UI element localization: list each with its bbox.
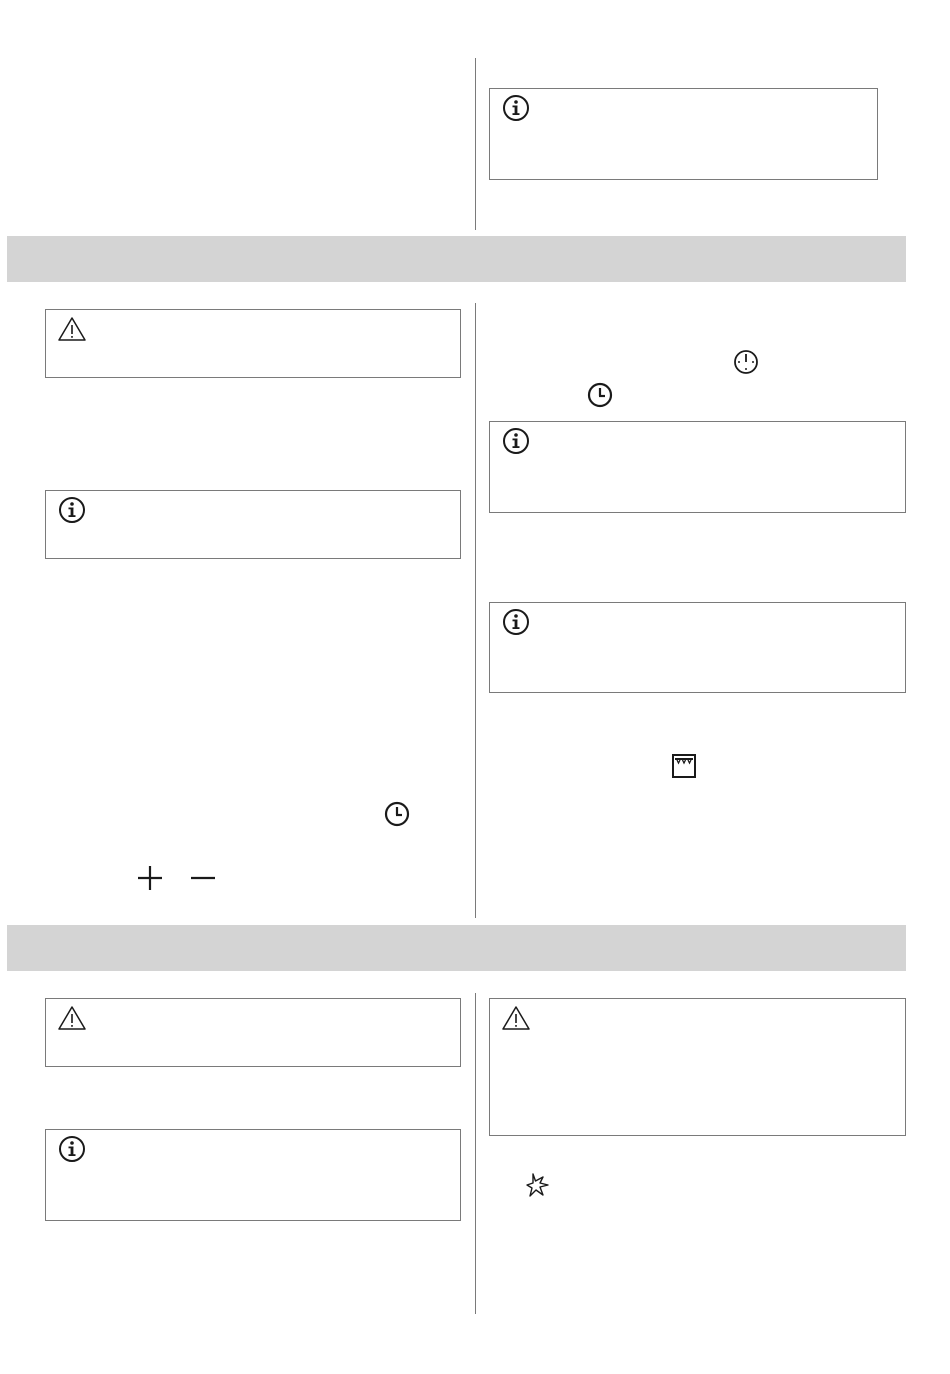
- oven-icon: [671, 753, 697, 779]
- plus-icon: [136, 864, 164, 892]
- column-divider-bottom: [475, 993, 476, 1314]
- warning-box: [45, 998, 461, 1067]
- sparkle-icon: [525, 1172, 551, 1198]
- column-divider-top: [475, 58, 476, 230]
- section-header-band-2: [7, 925, 906, 971]
- info-note-box: [489, 421, 906, 513]
- section-header-band-1: [7, 236, 906, 282]
- info-note-box: [489, 88, 878, 180]
- info-icon: [57, 1135, 87, 1163]
- clock-icon: [732, 348, 760, 376]
- info-note-box: [45, 490, 461, 559]
- clock-hand-icon: [586, 381, 614, 409]
- minus-icon: [189, 864, 217, 892]
- info-icon: [501, 608, 531, 636]
- clock-hand-icon: [383, 800, 411, 828]
- warning-icon: [57, 1004, 87, 1032]
- info-note-box: [489, 602, 906, 693]
- warning-box: [45, 309, 461, 378]
- warning-box: [489, 998, 906, 1136]
- column-divider-middle: [475, 303, 476, 918]
- info-icon: [501, 94, 531, 122]
- warning-icon: [501, 1004, 531, 1032]
- info-icon: [57, 496, 87, 524]
- info-icon: [501, 427, 531, 455]
- warning-icon: [57, 315, 87, 343]
- info-note-box: [45, 1129, 461, 1221]
